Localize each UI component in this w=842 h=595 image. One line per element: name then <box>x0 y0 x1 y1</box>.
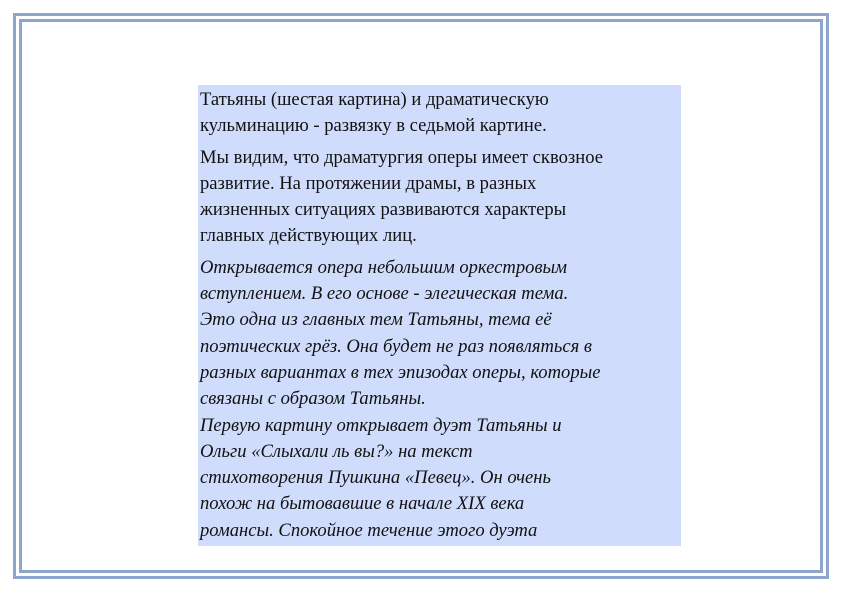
paragraph-line: вступлением. В его основе - элегическая тема. <box>200 283 569 305</box>
paragraph-line: Мы видим, что драматургия оперы имеет сквозное <box>200 146 603 168</box>
paragraph-line: Татьяны (шестая картина) и драматическую <box>200 89 549 110</box>
paragraph-intro <box>200 87 679 140</box>
paragraph-dramaturgy <box>200 145 679 250</box>
paragraph-line: поэтических грёз. Она будет не раз появляться в <box>200 335 592 357</box>
paragraph-line: похож на бытовавшие в начале XIX века <box>200 493 525 515</box>
paragraph-opera-opening <box>200 255 679 544</box>
paragraph-line: Это одна из главных тем Татьяны, тема её <box>200 309 552 331</box>
paragraph-line: Первую картину открывает дуэт Татьяны и <box>200 414 562 436</box>
slide-text-box <box>198 85 681 546</box>
paragraph-line: главных действующих лиц. <box>200 225 417 247</box>
paragraph-line: связаны с образом Татьяны. <box>200 388 426 410</box>
paragraph-line: развитие. На протяжении драмы, в разных <box>200 172 537 194</box>
paragraph-line: кульминацию - развязку в седьмой картине. <box>200 115 547 137</box>
paragraph-line: Открывается опера небольшим оркестровым <box>200 256 567 278</box>
paragraph-line: стихотворения Пушкина «Певец». Он очень <box>200 467 551 489</box>
paragraph-line: Ольги «Слыхали ль вы?» на текст <box>200 440 473 462</box>
paragraph-line: романсы. Спокойное течение этого дуэта <box>200 519 538 541</box>
paragraph-line: разных вариантах в тех эпизодах оперы, которые <box>200 361 601 383</box>
paragraph-line: жизненных ситуациях развиваются характеры <box>200 199 567 221</box>
